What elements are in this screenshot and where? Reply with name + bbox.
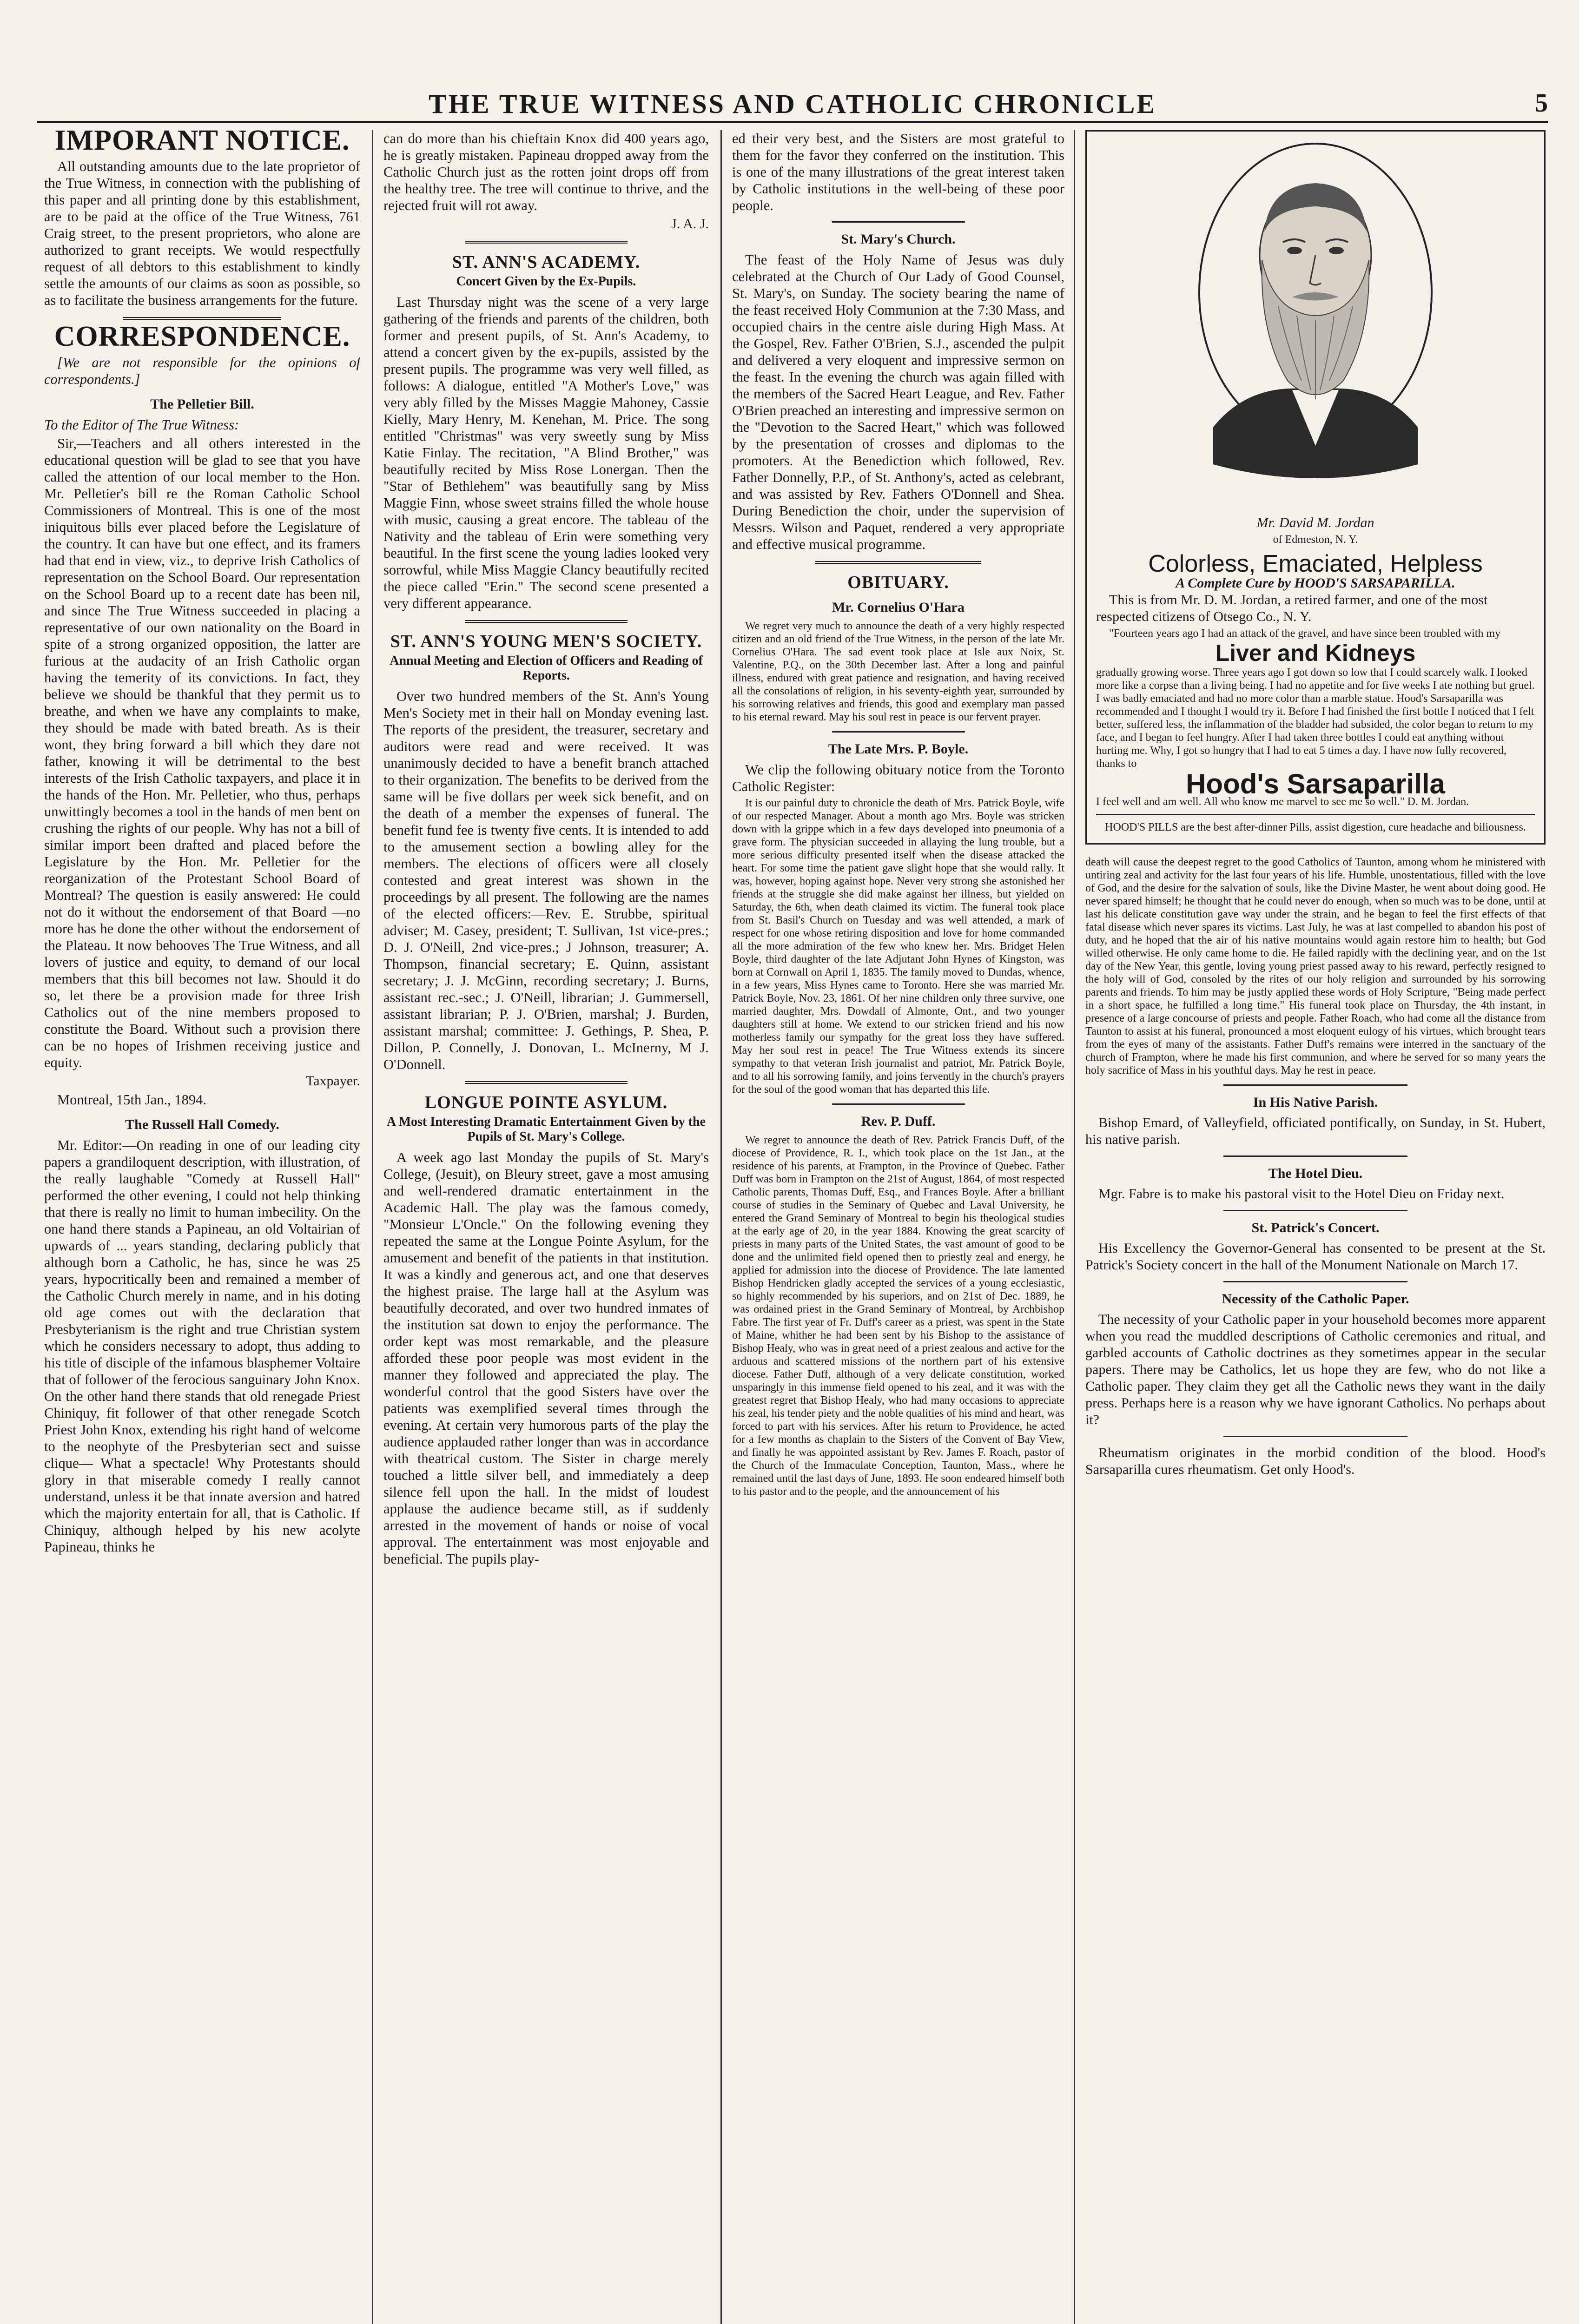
st-mary-church-body: The feast of the Holy Name of Jesus was duly celebrated at the Church of Our Lady of Good Counsel, St. Mary's, on Sunday. The society bearing the name of the feast received Holy Communion at the 7:30 Mass, and occupied chairs in the centre aisle during High Mass. At the Gospel, Rev. Father O'Brien, S.J., ascended the pulpit and delivered a very eloquent and impressive sermon on the feast. In the evening the church was again filled with the members of the Sacred Heart League, and Rev. Father O'Brien preached an interesting and impressive sermon on the "Devotion to the Sacred Heart," which was followed by the presentation of crosses and diplomas to the promoters. At the Benediction which followed, Rev. Father Donnelly, P.P., of St. Anthony's, acted as celebrant, and was assisted by Rev. Fathers O'Donnell and Shea. During Benediction the choir, under the supervision of Messrs. Wilson and Paquet, rendered a very appropriate and effective musical programme. <box>732 252 1064 552</box>
section-divider <box>1223 1436 1407 1437</box>
st-ann-academy-subhead: Concert Given by the Ex-Pupils. <box>456 274 636 289</box>
ohara-body: We regret very much to announce the death of a very highly respected citizen and an old friend of the True Witness, in the person of the late Mr. Cornelius O'Hara. The sad event took place at Isle aux Noix, St. Valentine, P.Q., on the 30th December last. After a long and painful illness, endured with great patience and resignation, and having received all the consolations of religion, in his seventy-eighth year, surrounded by his sorrowing relatives and friends, this good and exemplary man passed to his eternal reward. May his soul rest in peace is our fervent prayer. <box>732 620 1064 723</box>
pelletier-signature: Taxpayer. <box>305 1073 360 1089</box>
duff-headline: Rev. P. Duff. <box>861 1114 936 1129</box>
pelletier-dateline: Montreal, 15th Jan., 1894. <box>57 1092 207 1108</box>
ad-brand-name: Hood's Sarsaparilla <box>1186 768 1445 799</box>
young-mens-society-subhead: Annual Meeting and Election of Officers and Reading of Reports. <box>390 654 703 683</box>
boyle-headline: The Late Mrs. P. Boyle. <box>828 741 969 757</box>
section-divider <box>1223 1084 1407 1086</box>
russell-continued: can do more than his chieftain Knox did 400 years ago, he is greatly mistaken. Papineau dropped away from the Catholic Church just as the rotten joint drops off from the healthy tree. The tree will continue to thrive, and the rejected fruit will rot away. <box>383 131 709 213</box>
st-ann-academy-body: Last Thursday night was the scene of a very large gathering of the friends and parents of the children, both former and present pupils, of St. Ann's Academy, to attend a concert given by the ex-pupils, assisted by the present pupils. The programme was very well filled, as follows: A dialogue, entitled "A Mother's Love," was very ably filled by the Misses Maggie Mahoney, Cassie Kielly, Mary Henry, M. Kenehan, M. Price. The song entitled "Christmas" was very sweetly sung by Miss Katie Finlay. The recitation, "A Blind Brother," was beautifully recited by Miss Rose Lonergan. Then the "Star of Bethlehem" was beautifully sang by Miss Maggie Finn, whose sweet strains filled the whole house with music, causing a great encore. The tableau of the Nativity and the tableau of Erin were something very beautiful. In the first scene the young ladies looked very sorrowful, while Miss Maggie Clancy beautifully recited the piece called "Erin." The second scene presented a very different appearance. <box>383 294 709 611</box>
section-divider <box>465 1081 628 1084</box>
portrait-engraving <box>1185 139 1446 511</box>
longue-pointe-headline: LONGUE POINTE ASYLUM. <box>424 1093 668 1112</box>
st-patrick-concert-headline: St. Patrick's Concert. <box>1251 1220 1380 1235</box>
duff-continued: death will cause the deepest regret to the good Catholics of Taunton, among whom he ministered with untiring zeal and activity for the last four years of his life. Humble, unostentatious, filled with the love of God, and the desire for the salvation of souls, like the Divine Master, he went about doing good. He never spared himself; he thought that he could never do enough, when so much was to be done, until at last his delicate constitution gave way under the strain, and he began to feel the first effects of that fatal disease which never spares its victims. Last July, he was at last compelled to abandon his post of duty, and he hoped that the air of his native mountains would again restore him to health; but God willed otherwise. He only came home to die. He failed rapidly with the declining year, and on the 1st day of the New Year, this gentle, loving young priest passed away to his reward, perfectly resigned to the holy will of God, consoled by the rites of our holy religion and surrounded by his sorrowing parents and friends. To him may be justly applied these words of Holy Scripture, "Being made perfect in a short space, he fulfilled a long time." His funeral took place on Thursday, the 4th instant, in presence of a large concourse of priests and people. Father Roach, who had come all the distance from Taunton to assist at his funeral, pronounced a most eloquent eulogy of his virtues, which brought tears from the eyes of many of the assistants. Father Duff's remains were interred in the sanctuary of the church of Frampton, where he made his first communion, and where he served for so many years the holy sacrifice of Mass in his youthful days. May he rest in peace. <box>1085 856 1546 1076</box>
section-divider <box>1223 1210 1407 1211</box>
hotel-dieu-headline: The Hotel Dieu. <box>1268 1166 1363 1181</box>
longue-pointe-body: A week ago last Monday the pupils of St. Mary's College, (Jesuit), on Bleury street, gave a most amusing and well-rendered dramatic entertainment in the Academic Hall. The play was the famous comedy, "Monsieur L'Oncle." On the following evening they repeated the same at the Longue Pointe Asylum, for the amusement and benefit of the patients in that institution. It was a kindly and generous act, and one that deserves the highest praise. The large hall at the Asylum was beautifully decorated, and over two hundred inmates of the institution sat down to enjoy the performance. The order kept was most remarkable, and the pleasure afforded these poor people was most evident in the manner they followed and appreciated the play. The wonderful control that the good Sisters have over the patients was exemplified several times through the evening. At certain very humorous parts of the play the audience applauded rather longer than was in accordance with theatrical custom. The Sister in charge merely touched a little silver bell, and immediately a deep silence fell upon the hall. In the midst of loudest applause the audience became still, as if suddenly arrested in the movement of hands or noise of vocal approval. The entertainment was most enjoyable and beneficial. The pupils play- <box>383 1149 709 1567</box>
ohara-headline: Mr. Cornelius O'Hara <box>832 600 965 615</box>
russell-headline: The Russell Hall Comedy. <box>125 1117 279 1132</box>
hotel-dieu-body: Mgr. Fabre is to make his pastoral visit to the Hotel Dieu on Friday next. <box>1098 1186 1505 1202</box>
column-rule <box>372 130 373 2324</box>
pelletier-letter: Sir,—Teachers and all others interested in the educational question will be glad to see that you have called the attention of our local member to the Hon. Mr. Pelletier's bill re the Roman Catholic School Commissioners of Montreal. This is one of the most iniquitous bills ever placed before the Legislature of the country. It can have but one effect, and its framers had that end in view, viz., to deprive Irish Catholics of representation on the School Board. Our representation on the School Board up to a recent date has been nil, and since The True Witness succeeded in placing a representative of our own nationality on the Board in spite of a strong organized opposition, the latter are furious at the audacity of an Irish Catholic organ having the temerity of its convictions. In fact, they believe we should be thankful that they permit us to breathe, and when we have any complaints to make, they should be made with bated breath. As is their wont, they bring forward a bill which they dare not father, knowing it will be detrimental to the best interests of the Irish Catholic taxpayers, and place it in the hands of the Hon. Mr. Pelletier, who thus, perhaps unwittingly becomes a tool in the hands of men bent on crushing the rights of our people. Why has not a bill of similar import been drafted and placed before the Legislature by the Hon. Mr. Pelletier for the reorganization of the Protestant School Board of Montreal? The question is easily answered: He could not do it without the endorsement of that Board —no more has he done the other without the endorsement of the Plateau. It now behooves The True Witness, and all lovers of justice and equity, to demand of our local members that this bill becomes not law. Should it do so, let there be a provision made for three Irish Catholics out of the nine members proposed to constitute the Board. Without such a provision there can be no hopes of Irishmen receiving justice and equity. <box>44 436 360 1070</box>
longue-pointe-subhead: A Most Interesting Dramatic Entertainment Given by the Pupils of St. Mary's College. <box>386 1115 706 1144</box>
section-divider <box>832 221 965 223</box>
catholic-paper-headline: Necessity of the Catholic Paper. <box>1222 1291 1409 1307</box>
correspondence-note: [We are not responsible for the opinions of correspondents.] <box>44 355 360 387</box>
young-mens-society-headline: ST. ANN'S YOUNG MEN'S SOCIETY. <box>390 632 702 651</box>
column-2 <box>383 130 709 2324</box>
obituary-headline: OBITUARY. <box>847 573 949 592</box>
russell-signature: J. A. J. <box>671 216 709 231</box>
correspondence-headline: CORRESPONDENCE. <box>54 321 350 352</box>
young-mens-society-body: Over two hundred members of the St. Ann's Young Men's Society met in their hall on Monday evening last. The reports of the president, the treasurer, secretary and auditors were read and were received. It was unanimously decided to have a benefit branch attached to their organization. The benefits to be derived from the same will be five dollars per week sick benefit, and on the death of a member the expenses of funeral. The benefit fund fee is twenty five cents. It is intended to add to the amusement section a bowling alley for the members. The elections of officers were all closely contested and great interest was shown in the proceedings by all present. The following are the names of the elected officers:—Rev. E. Strubbe, spiritual adviser; M. Casey, president; T. Sullivan, 1st vice-pres.; D. J. O'Neill, 2nd vice-pres.; J Johnson, treasurer; A. Thompson, financial secretary; E. Quinn, assistant secretary; J. J. McGinn, recording secretary; J. Burns, assistant rec.-sec.; J. O'Neill, librarian; J. Gummersell, assistant librarian; P. J. O'Brien, marshal; J. Burden, assistant marshal; committee: J. Gethings, P. Shea, P. Dillon, P. Connelly, J. Donovan, L. McInerny, M J. O'Donnell. <box>383 688 709 1072</box>
catholic-paper-body: The necessity of your Catholic paper in your household becomes more apparent when you read the muddled descriptions of Catholic ceremonies and ritual, and garbled accounts of Catholic doctrines as they sometimes appear in the secular papers. There may be Catholics, let us hope they are few, who do not like a Catholic paper. They claim they get all the Catholic news they want in the daily press. Perhaps here is a reason why we have ignorant Catholics. No perhaps about it? <box>1085 1312 1546 1427</box>
boyle-body: It is our painful duty to chronicle the death of Mrs. Patrick Boyle, wife of our respected Manager. About a month ago Mrs. Boyle was stricken down with la grippe which in a few days developed into pneumonia of a grave form. The physician succeeded in allaying the lung trouble, but a more serious difficulty presented itself when the disease attacked the heart. For some time the patient gave slight hope that she would rally. It was, however, hoping against hope. Never very strong she astonished her friends at the struggle she did make against her illness, but yielded on Saturday, the 6th, when death claimed its victim. The funeral took place from St. Basil's Church on Tuesday and was well attended, a mark of respect for one whose retiring disposition and love for home commanded all the more admiration of the few who knew her. Mrs. Bridget Helen Boyle, third daughter of the late Adjutant John Hynes of Kingston, was born at Cornwall on April 1, 1835. The family moved to Dundas, whence, in a few years, Miss Hynes came to Toronto. Here she was married Mr. Patrick Boyle, Nov. 23, 1861. Of her nine children only three survive, one married daughter, Mrs. Dowdall of Almonte, Ont., and two younger daughters still at home. We extend to our stricken friend and his now motherless family our sympathy for the great loss they have suffered. May her soul rest in peace! The True Witness extends its sincere sympathy to that veteran Irish journalist and patriot, Mr. Patrick Boyle, and to all his sorrowing family, and joins fervently in the church's prayers for the soul of the good woman that has departed this life. <box>732 797 1064 1096</box>
section-divider <box>815 561 982 564</box>
notice-body: All outstanding amounts due to the late proprietor of the True Witness, in connection with the publishing of this paper and all printing done by this establishment, are to be paid at the office of the True Witness, 761 Craig street, to the present proprietors, who alone are authorized to grant receipts. We would respectfully request of all debtors to this establishment to kindly settle the amounts of our claims as soon as possible, so as to facilitate the business arrangements for the future. <box>44 158 360 308</box>
section-divider <box>1223 1281 1407 1282</box>
native-parish-headline: In His Native Parish. <box>1253 1095 1378 1110</box>
portrait-caption: Mr. David M. Jordan <box>1256 515 1374 530</box>
newspaper-title: THE TRUE WITNESS AND CATHOLIC CHRONICLE <box>428 89 1157 119</box>
section-divider <box>465 241 628 244</box>
ad-intro: This is from Mr. D. M. Jordan, a retired farmer, and one of the most respected citizens of Otsego Co., N. Y. <box>1096 592 1488 624</box>
section-divider <box>123 317 281 320</box>
section-divider <box>832 1103 965 1105</box>
boyle-intro: We clip the following obituary notice from the Toronto Catholic Register: <box>732 762 1064 794</box>
pelletier-salutation: To the Editor of The True Witness: <box>44 417 239 433</box>
portrait-location: of Edmeston, N. Y. <box>1273 534 1358 546</box>
section-divider <box>832 731 965 733</box>
ad-subheadline: A Complete Cure by HOOD'S SARSAPARILLA. <box>1176 575 1455 591</box>
ad-testimonial-2: gradually growing worse. Three years ago I got down so low that I could scarcely walk. I looked more like a corpse than a living being. I had no appetite and for five weeks I ate nothing but gruel. I was badly emaciated and had no more color than a marble statue. Hood's Sarsaparilla was recommended and I thought I would try it. Before I had finished the first bottle I noticed that I felt better, suffered less, the inflammation of the bladder had subsided, the color began to return to my face, and I began to feel hungry. After I had taken three bottles I could eat anything without hurting me. Why, I got so hungry that I had to eat 5 times a day. I have now fully recovered, thanks to <box>1096 667 1535 770</box>
column-3 <box>732 130 1064 2324</box>
longue-pointe-continued: ed their very best, and the Sisters are most grateful to them for the favor they conferred on the institution. This is one of the many illustrations of the great interest taken by Catholic institutions in the well-being of these poor people. <box>732 131 1064 213</box>
ad-testimonial-1: "Fourteen years ago I had an attack of the gravel, and have since been troubled with my <box>1109 627 1501 640</box>
pelletier-headline: The Pelletier Bill. <box>150 396 254 412</box>
column-4 <box>1085 130 1546 2324</box>
portrait-image <box>1185 139 1446 511</box>
native-parish-body: Bishop Emard, of Valleyfield, officiated pontifically, on Sunday, in St. Hubert, his native parish. <box>1085 1115 1546 1147</box>
notice-headline: IMPORANT NOTICE. <box>54 130 350 156</box>
hoods-sarsaparilla-advertisement <box>1085 130 1546 845</box>
page-header <box>37 88 1548 123</box>
ad-testimonial-3: I feel well and am well. All who know me marvel to see me so well." D. M. Jordan. <box>1096 796 1469 808</box>
russell-letter: Mr. Editor:—On reading in one of our leading city papers a grandiloquent description, with illustration, of the really laughable "Comedy at Russell Hall" performed the other evening, I could not help thinking that there is really no limit to human imbecility. On the one hand there stands a Papineau, an old Voltairian of upwards of ... years standing, declaring publicly that although born a Catholic, he has, since he was 25 years, hypocritically been and remained a member of the Catholic Church merely in name, and in his doting old age comes out with the declaration that Presbyterianism is the right and true Christian system which he considers necessary to adopt, thus adding to his title of disciple of the infamous blasphemer Voltaire that of follower of the ferocious sanguinary John Knox. On the other hand there stands that old renegade Priest Chiniquy, fit follower of that other renegade Scotch Priest John Knox, extending his right hand of welcome to the neophyte of the Presbyterian sect and suisse clique— What a spectacle! Why Protestants should glory in that miserable comedy I really cannot understand, unless it be that innate aversion and hatred which the majority entertain for all, that is Catholic. If Chiniquy, although helped by his new acolyte Papineau, thinks he <box>44 1137 360 1555</box>
column-rule <box>720 130 722 2324</box>
column-1 <box>44 130 360 2324</box>
section-divider <box>1223 1155 1407 1157</box>
st-mary-church-headline: St. Mary's Church. <box>841 231 956 247</box>
ad-footer-pills: HOOD'S PILLS are the best after-dinner Pills, assist digestion, cure headache and biliousness. <box>1096 814 1535 836</box>
rheumatism-notice: Rheumatism originates in the morbid condition of the blood. Hood's Sarsaparilla cures rheumatism. Get only Hood's. <box>1085 1445 1546 1477</box>
column-rule <box>1074 130 1075 2324</box>
st-patrick-concert-body: His Excellency the Governor-General has consented to be present at the St. Patrick's Society concert in the hall of the Monument Nationale on March 17. <box>1085 1241 1546 1273</box>
section-divider <box>465 620 628 623</box>
duff-body: We regret to announce the death of Rev. Patrick Francis Duff, of the diocese of Providence, R. I., which took place on the 1st Jan., at the residence of his parents, at Frampton, in the Province of Quebec. Father Duff was born in Frampton on the 21st of August, 1864, of most respected Catholic parents, Thomas Duff, Esq., and Frances Boyle. After a brilliant course of studies in the Seminary of Quebec and Laval University, he entered the Grand Seminary of Montreal to begin his theological studies at the early age of 20, in the year 1884. Knowing the great scarcity of priests in many parts of the United States, the vast amount of good to be done and the unlimited field opened then to priestly zeal and energy, he applied for admission into the diocese of Providence. The late lamented Bishop Hendricken gladly accepted the services of a young ecclesiastic, so highly recommended by his superiors, and on 21st of Dec. 1889, he was ordained priest in the Grand Seminary of Montreal, by Archbishop Fabre. The first year of Fr. Duff's career as a priest, was spent in the State of Maine, whither he had been sent by his Bishop to the assistance of Bishop Healy, who was in great need of a priest zealous and active for the arduous and scattered missions of the northern part of his extensive diocese. Father Duff, although of a very delicate constitution, worked unsparingly in this immense field opened to his zeal, and it was with the greatest regret that Bishop Healy, who had many occasions to appreciate his zeal, his tender piety and the noble qualities of his mind and heart, was forced to part with his services. After his return to Providence, he acted for a few months as chaplain to the Sisters of the Convent of Bay View, and finally he was appointed assistant by Rev. James F. Roach, pastor of the Church of the Immaculate Conception, Taunton, Mass., where he remained until the last days of June, 1893. He soon endeared himself both to his pastor and to the people, and the announcement of his <box>732 1134 1064 1498</box>
page-number: 5 <box>1535 89 1548 118</box>
ad-headline: Colorless, Emaciated, Helpless <box>1148 550 1483 577</box>
st-ann-academy-headline: ST. ANN'S ACADEMY. <box>452 252 641 272</box>
ad-liver-kidneys: Liver and Kidneys <box>1215 640 1416 666</box>
